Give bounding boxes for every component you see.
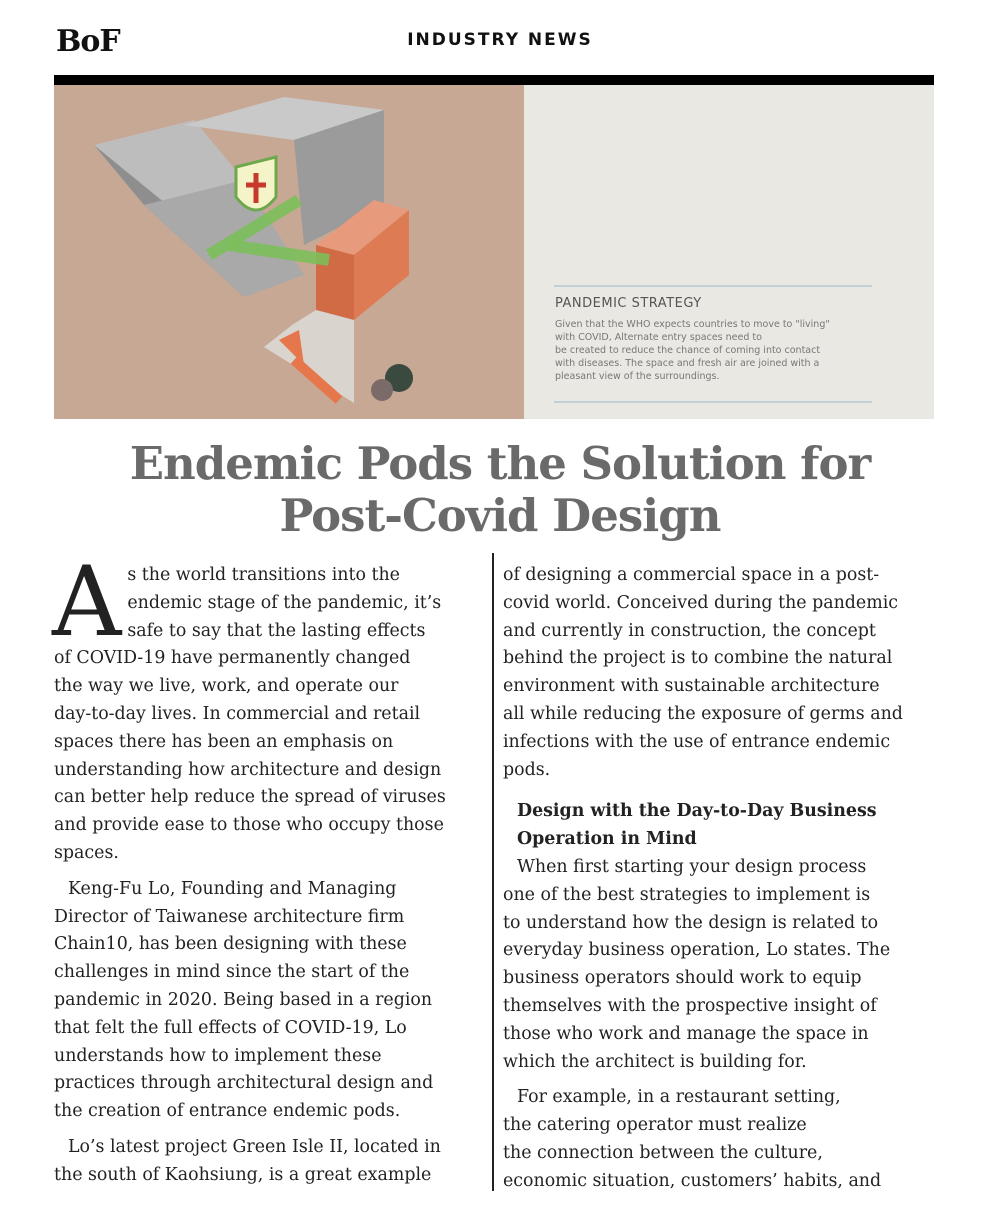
drop-cap: A: [52, 546, 122, 658]
text-line: behind the project is to combine the natural: [503, 648, 893, 669]
text-line: Chain10, has been designing with these: [54, 934, 407, 955]
text-line: economic situation, customers’ habits, and: [503, 1170, 882, 1191]
header-rule: [54, 75, 934, 85]
text-line: business operators should work to equip: [503, 968, 862, 989]
text-line: infections with the use of entrance endemic: [503, 731, 891, 752]
text-line: For example, in a restaurant setting,: [517, 1087, 841, 1108]
text-line: spaces there has been an emphasis on: [54, 731, 394, 752]
text-line: of COVID-19 have permanently changed: [54, 648, 411, 669]
text-line: endemic stage of the pandemic, it’s: [127, 592, 442, 613]
text-line: the creation of entrance endemic pods.: [54, 1101, 401, 1122]
text-line: spaces.: [54, 842, 119, 863]
text-line: and provide ease to those who occupy those: [54, 815, 444, 836]
text-line: environment with sustainable architecture: [503, 676, 880, 697]
text-line: the south of Kaohsiung, is a great example: [54, 1164, 432, 1185]
text-line: all while reducing the exposure of germs and: [503, 703, 903, 724]
text-line: When first starting your design process: [517, 856, 867, 877]
article-column-left: [52, 546, 482, 1190]
text-line: which the architect is building for.: [503, 1051, 807, 1072]
column-divider: [492, 553, 494, 1191]
paragraph: [54, 1134, 482, 1190]
text-line: themselves with the prospective insight of: [503, 995, 877, 1016]
text-line: practices through architectural design and: [54, 1073, 434, 1094]
caption-line: be created to reduce the chance of coming into contact: [555, 345, 821, 356]
text-line: s the world transitions into the: [127, 565, 400, 585]
subheading-line: Design with the Day-to-Day Business: [517, 801, 877, 822]
subheading-line: Operation in Mind: [517, 829, 697, 850]
paragraph: [503, 854, 939, 1076]
text-line: and currently in construction, the concept: [503, 620, 876, 641]
text-line: that felt the full effects of COVID-19, Lo: [54, 1017, 407, 1038]
paragraph: [503, 562, 939, 784]
text-line: the catering operator must realize: [503, 1115, 807, 1136]
logo-text: BoF: [56, 24, 120, 59]
paragraph: [52, 546, 482, 868]
text-line: Lo’s latest project Green Isle II, located in: [68, 1136, 441, 1157]
headline-line: Post-Covid Design: [279, 489, 721, 542]
text-line: Keng-Fu Lo, Founding and Managing: [68, 878, 397, 899]
text-line: can better help reduce the spread of viruses: [54, 787, 446, 808]
text-line: pandemic in 2020. Being based in a region: [54, 989, 433, 1010]
text-line: challenges in mind since the start of the: [54, 962, 410, 983]
text-line: safe to say that the lasting effects: [127, 620, 426, 641]
section-label: INDUSTRY NEWS: [407, 30, 593, 50]
text-line: of designing a commercial space in a post-: [503, 565, 880, 585]
text-line: the way we live, work, and operate our: [54, 676, 399, 697]
text-line: pods.: [503, 759, 551, 780]
caption-line: Given that the WHO expects countries to move to "living": [555, 319, 830, 330]
text-line: understands how to implement these: [54, 1045, 382, 1066]
text-line: understanding how architecture and design: [54, 759, 442, 780]
text-line: day-to-day lives. In commercial and retail: [54, 703, 421, 724]
text-line: to understand how the design is related to: [503, 912, 879, 933]
text-line: Director of Taiwanese architecture firm: [54, 906, 405, 927]
paragraph: [503, 1084, 939, 1195]
caption-title: PANDEMIC STRATEGY: [555, 296, 702, 311]
caption-line: with diseases. The space and fresh air are joined with a: [555, 358, 820, 369]
virus-icon-small: [371, 379, 393, 401]
text-line: covid world. Conceived during the pandemic: [503, 592, 899, 613]
headline-line: Endemic Pods the Solution for: [129, 437, 871, 490]
section-subheading: [503, 798, 939, 854]
text-line: one of the best strategies to implement is: [503, 884, 871, 905]
paragraph: [54, 876, 482, 1126]
caption-text: [555, 318, 877, 383]
caption-line: with COVID, Alternate entry spaces need to: [555, 332, 762, 343]
text-line: everyday business operation, Lo states. The: [503, 940, 891, 961]
article-headline: [0, 438, 1000, 542]
article-column-right: [503, 562, 939, 1196]
caption-line: pleasant view of the surroundings.: [555, 371, 720, 382]
text-line: the connection between the culture,: [503, 1142, 823, 1163]
text-line: those who work and manage the space in: [503, 1023, 869, 1044]
